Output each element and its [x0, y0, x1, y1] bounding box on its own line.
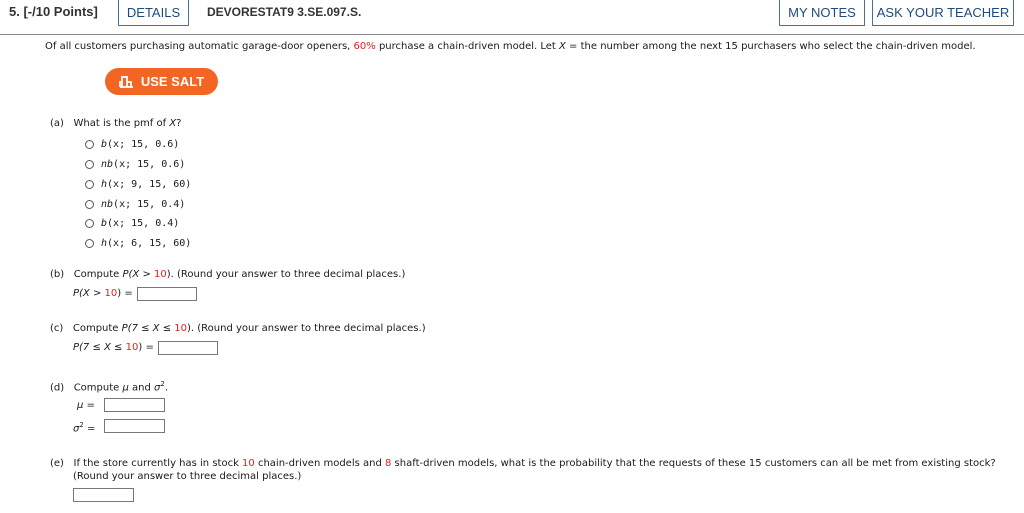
- part-e-number: 8: [385, 458, 392, 469]
- intro-variable: X: [559, 41, 566, 52]
- part-c-number: 10: [174, 323, 187, 334]
- part-c-answer-input[interactable]: [158, 341, 218, 355]
- part-c-text: . (Round your answer to three decimal places.): [190, 323, 426, 334]
- question-header: [0, 0, 1024, 35]
- part-c-text: Compute: [72, 323, 122, 334]
- pmf-option-label: [101, 199, 185, 210]
- pmf-option-3[interactable]: [85, 177, 191, 191]
- part-e-answer-input[interactable]: [73, 488, 134, 502]
- pmf-option-4[interactable]: [85, 197, 185, 211]
- pmf-option-label: [101, 179, 191, 190]
- part-a-question: [50, 118, 181, 129]
- answer-expr: P(7 ≤ X ≤: [73, 342, 126, 353]
- superscript: 2: [79, 421, 84, 429]
- option-fn: b: [101, 138, 108, 150]
- part-b-answer-label: [73, 288, 133, 299]
- pmf-option-1[interactable]: [85, 137, 179, 151]
- option-fn: h: [101, 237, 108, 249]
- part-b-expr: P(X >: [122, 269, 155, 280]
- use-salt-button[interactable]: [105, 68, 218, 95]
- answer-equals: ) =: [117, 288, 133, 299]
- mu-symbol: μ: [122, 382, 129, 394]
- option-args: (x; 15, 0.6): [113, 158, 186, 170]
- option-fn: h: [101, 178, 108, 190]
- option-fn: b: [101, 217, 108, 229]
- part-c-text: ): [187, 323, 191, 334]
- part-b-question: [50, 269, 405, 280]
- option-args: (x; 15, 0.6): [107, 138, 180, 150]
- part-e-instruction: (Round your answer to three decimal places.): [73, 471, 302, 482]
- radio-button[interactable]: [85, 180, 94, 189]
- pmf-option-label: [101, 238, 191, 249]
- part-a-marker: (a): [50, 118, 64, 129]
- pmf-option-label: [101, 159, 185, 170]
- part-c-marker: (c): [50, 323, 64, 334]
- problem-statement: [45, 41, 976, 52]
- pmf-option-label: [101, 139, 179, 150]
- part-d-question: [50, 380, 168, 393]
- part-a-text: What is the pmf of: [73, 118, 170, 129]
- part-e-number: 10: [242, 458, 255, 469]
- radio-button[interactable]: [85, 160, 94, 169]
- sigma-squared-answer-input[interactable]: [104, 419, 165, 433]
- part-a-variable: X: [169, 118, 177, 129]
- part-c-expr: P(7 ≤ X ≤: [121, 323, 175, 334]
- sigma-label: σ: [73, 423, 80, 435]
- intro-text: purchase a chain-driven model. Let: [375, 41, 560, 52]
- part-b-number: 10: [154, 269, 167, 280]
- sigma-equals: =: [83, 423, 96, 435]
- option-args: (x; 15, 0.4): [113, 198, 186, 210]
- mu-label: μ =: [77, 400, 95, 411]
- part-e-question: [50, 458, 996, 469]
- part-e-text: chain-driven models and: [254, 458, 385, 469]
- part-d-text: and: [128, 382, 155, 394]
- part-b-marker: (b): [50, 269, 65, 280]
- part-b-answer-input[interactable]: [137, 287, 197, 301]
- radio-button[interactable]: [85, 239, 94, 248]
- intro-text: = the number among the next 15 purchasers who select the chain-driven model.: [565, 41, 976, 52]
- radio-button[interactable]: [85, 140, 94, 149]
- part-b-text: . (Round your answer to three decimal places.): [170, 269, 406, 280]
- part-e-text: If the store currently has in stock: [73, 458, 243, 469]
- answer-expr: P(X >: [73, 288, 105, 299]
- part-d-text: .: [164, 382, 169, 394]
- mu-answer-input[interactable]: [104, 398, 165, 412]
- sigma-symbol: σ: [154, 382, 161, 394]
- ask-your-teacher-button[interactable]: ASK YOUR TEACHER: [872, 0, 1014, 26]
- pmf-option-6[interactable]: [85, 236, 191, 250]
- option-fn: nb: [101, 158, 114, 170]
- option-fn: nb: [101, 198, 114, 210]
- details-button[interactable]: DETAILS: [118, 0, 189, 26]
- sigma-answer-label: [73, 421, 95, 434]
- part-d-text: Compute: [73, 382, 123, 394]
- option-args: (x; 6, 15, 60): [107, 237, 192, 249]
- part-a-text: ?: [176, 118, 182, 129]
- use-salt-label: USE SALT: [140, 74, 205, 89]
- radio-button[interactable]: [85, 219, 94, 228]
- answer-number: 10: [125, 342, 139, 353]
- answer-equals: ) =: [138, 342, 154, 353]
- intro-percent: 60%: [353, 41, 376, 52]
- pmf-option-2[interactable]: [85, 157, 185, 171]
- part-b-text: Compute: [73, 269, 123, 280]
- radio-button[interactable]: [85, 200, 94, 209]
- salt-icon: [119, 75, 134, 88]
- question-id: DEVORESTAT9 3.SE.097.S.: [207, 5, 362, 19]
- part-e-marker: (e): [50, 458, 64, 469]
- part-d-marker: (d): [50, 382, 65, 394]
- superscript: 2: [160, 380, 165, 388]
- part-b-text: ): [166, 269, 171, 280]
- pmf-option-5[interactable]: [85, 216, 179, 230]
- intro-text: Of all customers purchasing automatic garage-door openers,: [45, 41, 354, 52]
- question-number: 5. [-/10 Points]: [9, 4, 98, 19]
- option-args: (x; 15, 0.4): [107, 217, 180, 229]
- pmf-option-label: [101, 218, 179, 229]
- part-c-question: [50, 323, 426, 334]
- option-args: (x; 9, 15, 60): [107, 178, 192, 190]
- mu-answer-label: [77, 400, 95, 411]
- part-c-answer-label: [73, 342, 154, 353]
- my-notes-button[interactable]: MY NOTES: [779, 0, 865, 26]
- part-e-text: shaft-driven models, what is the probability that the requests of these 15 customers can all be met from existing stock?: [391, 458, 996, 469]
- answer-number: 10: [104, 288, 118, 299]
